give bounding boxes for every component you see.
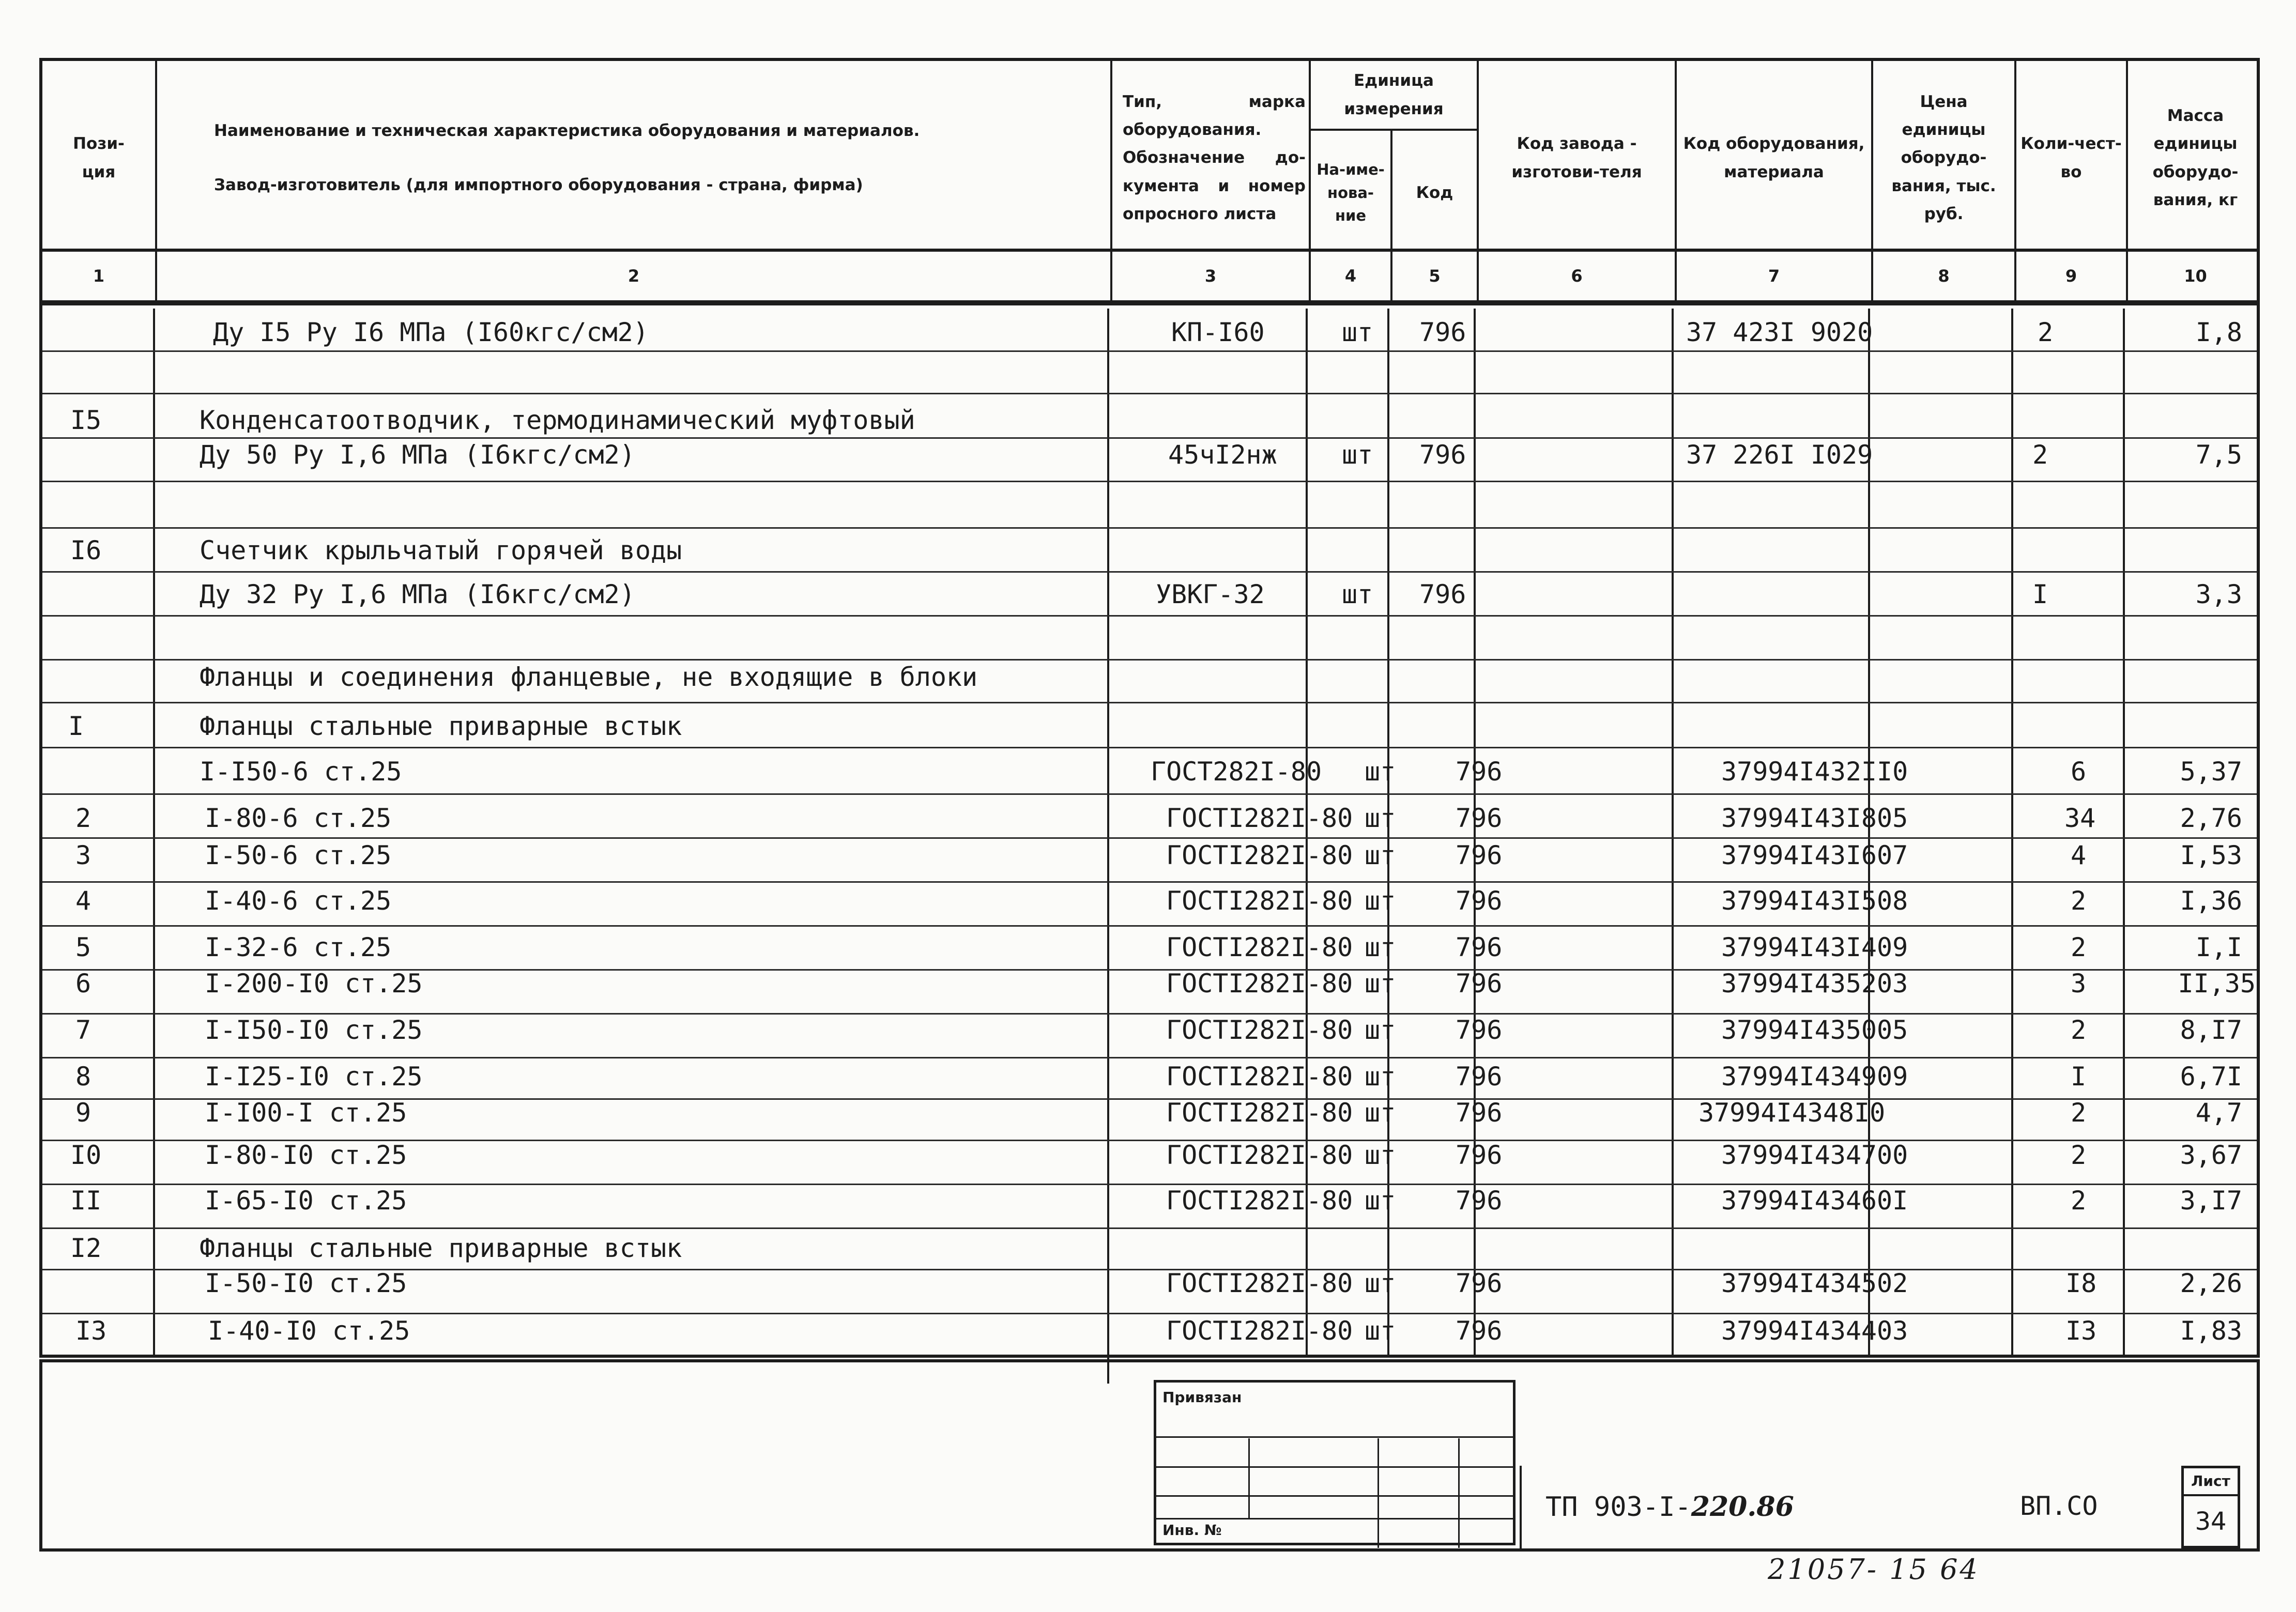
header-mass: Масса единицы оборудо-вания, кг	[2152, 106, 2239, 209]
row-mass: I,53	[2180, 840, 2242, 870]
row-code: 37994I43I508	[1721, 886, 1908, 916]
row-quantity: 2	[2071, 1140, 2087, 1170]
row-unit: шт	[1365, 932, 1396, 962]
table-row	[39, 659, 2260, 695]
table-row	[39, 1313, 2260, 1349]
row-mass: 3,I7	[2180, 1186, 2242, 1216]
row-mass: 3,3	[2195, 579, 2242, 609]
row-name: I-50-I0 ст.25	[205, 1268, 407, 1298]
row-position: 5	[75, 932, 91, 962]
row-unit: шт	[1365, 840, 1396, 870]
row-name: Конденсатоотводчик, термодинамический муфтовый	[200, 405, 915, 435]
row-name: I-I00-I ст.25	[205, 1098, 407, 1128]
row-quantity: 2	[2071, 1186, 2087, 1216]
row-position: 2	[75, 803, 91, 833]
table-row	[39, 1137, 2260, 1173]
stamp-line	[1156, 1436, 1513, 1438]
stamp-inv-label: Инв. №	[1162, 1522, 1222, 1539]
header-name	[157, 61, 1112, 255]
row-unit: шт	[1365, 1186, 1396, 1216]
row-quantity: 2	[2071, 886, 2087, 916]
row-position: I5	[70, 405, 102, 435]
row-unit-code: 796	[1419, 579, 1466, 609]
header-name-line1: Наименование и техническая характеристика оборудования и материалов.	[214, 121, 920, 141]
row-mass: I,83	[2180, 1316, 2242, 1346]
row-type: КП-I60	[1171, 317, 1265, 347]
column-number: 4	[1311, 252, 1392, 300]
row-name: I-65-I0 ст.25	[205, 1186, 407, 1216]
row-code: 37994I43I409	[1721, 932, 1908, 962]
row-quantity: 2	[2071, 1015, 2087, 1045]
row-unit: шт	[1365, 969, 1396, 999]
row-mass: 7,5	[2195, 440, 2242, 470]
row-line	[42, 393, 2257, 394]
table-row	[39, 1095, 2260, 1131]
document-code	[1545, 1491, 1794, 1523]
row-unit-code: 796	[1419, 317, 1466, 347]
sheet-label: Лист	[2184, 1468, 2238, 1496]
row-position: I3	[75, 1316, 107, 1346]
row-line	[42, 615, 2257, 617]
row-type: ГОСТI282I-80	[1166, 886, 1353, 916]
column-number: 2	[157, 252, 1112, 300]
row-quantity: 3	[2071, 969, 2087, 999]
row-type: УВКГ-32	[1156, 579, 1265, 609]
table-row	[39, 837, 2260, 873]
row-line	[42, 925, 2257, 927]
row-line	[42, 350, 2257, 352]
stamp-line	[1458, 1438, 1460, 1548]
row-type: ГОСТI282I-80	[1166, 1015, 1353, 1045]
row-quantity: I8	[2065, 1268, 2097, 1298]
row-type: ГОСТ282I-80	[1151, 757, 1322, 787]
row-name: I-I25-I0 ст.25	[205, 1062, 423, 1092]
row-mass: 4,7	[2195, 1098, 2242, 1128]
row-code: 37 423I 9020	[1686, 317, 1873, 347]
row-quantity: 6	[2071, 757, 2087, 787]
row-position: II	[70, 1186, 102, 1216]
row-unit-code: 796	[1456, 1186, 1503, 1216]
row-name: Фланцы и соединения фланцевые, не входящие в блоки	[200, 662, 978, 692]
row-line	[42, 1227, 2257, 1229]
row-code: 37994I43I805	[1721, 803, 1908, 833]
binding-stamp	[1154, 1380, 1516, 1545]
row-quantity: I	[2071, 1062, 2087, 1092]
row-name: I-32-6 ст.25	[205, 932, 392, 962]
row-unit-code: 796	[1456, 757, 1503, 787]
row-unit: шт	[1342, 440, 1373, 470]
header-equipment-code: Код оборудования, материала	[1677, 61, 1873, 255]
row-type: ГОСТI282I-80	[1166, 932, 1353, 962]
row-line	[42, 571, 2257, 573]
row-code: 37994I4348I0	[1698, 1098, 1886, 1128]
row-position: I	[68, 711, 84, 741]
row-code: 37994I43I607	[1721, 840, 1908, 870]
table-header	[39, 58, 2260, 252]
row-type: ГОСТI282I-80	[1166, 840, 1353, 870]
row-unit: шт	[1365, 1140, 1396, 1170]
table-row	[39, 708, 2260, 744]
row-quantity: 34	[2064, 803, 2096, 833]
table-row	[39, 402, 2260, 438]
row-unit: шт	[1365, 1268, 1396, 1298]
row-unit-code: 796	[1456, 932, 1503, 962]
frame-right	[2257, 1362, 2260, 1552]
row-unit: шт	[1342, 317, 1373, 347]
row-code: 37994I434700	[1721, 1140, 1908, 1170]
frame-left	[39, 1362, 42, 1552]
row-unit-code: 796	[1456, 1140, 1503, 1170]
frame-bottom	[39, 1548, 2260, 1552]
table-row	[39, 883, 2260, 919]
row-type: ГОСТI282I-80	[1166, 1098, 1353, 1128]
row-position: 9	[75, 1098, 91, 1128]
row-position: 3	[75, 840, 91, 870]
row-name: Счетчик крыльчатый горячей воды	[200, 535, 682, 565]
row-name: I-I50-6 ст.25	[200, 757, 402, 787]
row-mass: I,8	[2195, 317, 2242, 347]
table-row	[39, 314, 2260, 350]
row-name: I-80-6 ст.25	[205, 803, 392, 833]
column-number: 5	[1392, 252, 1479, 300]
header-type: Тип, марка оборудования. Обозначение до-кумента и номер опросного листа	[1112, 61, 1311, 255]
row-unit: шт	[1365, 803, 1396, 833]
row-type: 45чI2нж	[1168, 440, 1277, 470]
row-unit: шт	[1365, 1015, 1396, 1045]
row-name: I-50-6 ст.25	[205, 840, 392, 870]
row-mass: 6,7I	[2180, 1062, 2242, 1092]
row-position: 6	[75, 969, 91, 999]
table-row	[39, 800, 2260, 836]
row-position: 8	[75, 1062, 91, 1092]
stamp-line	[1248, 1438, 1250, 1518]
row-unit: шт	[1342, 579, 1373, 609]
row-type: ГОСТI282I-80	[1166, 1316, 1353, 1346]
sheet-number: 34	[2195, 1507, 2227, 1536]
table-row	[39, 437, 2260, 473]
row-code: 37994I43460I	[1721, 1186, 1908, 1216]
row-line	[42, 527, 2257, 529]
row-name: I-200-I0 ст.25	[205, 969, 423, 999]
table-row	[39, 532, 2260, 569]
row-name: Фланцы стальные приварные встык	[200, 1233, 682, 1263]
row-unit: шт	[1365, 757, 1396, 787]
stamp-bound-label: Привязан	[1162, 1389, 1242, 1406]
header-unit-name: На-име-нова-ние	[1311, 131, 1392, 255]
row-unit: шт	[1365, 886, 1396, 916]
header-name-line2: Завод-изготовитель (для импортного оборудования - страна, фирма)	[214, 175, 863, 194]
row-name: I-80-I0 ст.25	[205, 1140, 407, 1170]
row-position: 7	[75, 1015, 91, 1045]
row-unit-code: 796	[1419, 440, 1466, 470]
document-code-number: 220.86	[1691, 1491, 1794, 1523]
row-mass: I,I	[2195, 932, 2242, 962]
row-unit-code: 796	[1456, 1098, 1503, 1128]
row-line	[42, 481, 2257, 482]
row-code: 37994I432II0	[1721, 757, 1908, 787]
row-unit-code: 796	[1456, 969, 1503, 999]
table-bottom-rule	[39, 1359, 2260, 1362]
row-unit-code: 796	[1456, 886, 1503, 916]
row-quantity: I	[2032, 579, 2048, 609]
table-row	[39, 1265, 2260, 1301]
row-code: 37994I435203	[1721, 969, 1908, 999]
stamp-line	[1377, 1438, 1379, 1548]
row-unit-code: 796	[1456, 803, 1503, 833]
row-type: ГОСТI282I-80	[1166, 803, 1353, 833]
header-manufacturer-code: Код завода - изготови-теля	[1479, 61, 1677, 255]
row-name: Ду I5 Ру I6 МПа (I60кгс/см2)	[213, 317, 649, 347]
row-code: 37 226I I029	[1686, 440, 1873, 470]
row-quantity: I3	[2065, 1316, 2097, 1346]
row-mass: I,36	[2180, 886, 2242, 916]
column-number: 10	[2184, 266, 2207, 286]
row-type: ГОСТI282I-80	[1166, 1140, 1353, 1170]
row-line	[42, 702, 2257, 703]
sheet-number-box	[2181, 1466, 2240, 1548]
table-row	[39, 1012, 2260, 1048]
row-quantity: 2	[2038, 317, 2054, 347]
table-row	[39, 929, 2260, 965]
table-row	[39, 1183, 2260, 1219]
column-number: 9	[2016, 252, 2128, 300]
row-quantity: 2	[2071, 1098, 2087, 1128]
row-name: Ду 32 Ру I,6 МПа (I6кгс/см2)	[200, 579, 635, 609]
column-number: 1	[42, 252, 157, 300]
row-mass: 5,37	[2180, 757, 2242, 787]
row-unit: шт	[1365, 1316, 1396, 1346]
row-code: 37994I435005	[1721, 1015, 1908, 1045]
header-position: Пози- ция	[42, 61, 157, 255]
column-number: 6	[1479, 252, 1677, 300]
row-mass: 8,I7	[2180, 1015, 2242, 1045]
table-row	[39, 1230, 2260, 1266]
column-numbers	[39, 252, 2260, 303]
table-row	[39, 965, 2260, 1002]
sheet-code: ВП.СО	[2020, 1491, 2098, 1521]
row-code: 37994I434502	[1721, 1268, 1908, 1298]
row-type: ГОСТI282I-80	[1166, 1062, 1353, 1092]
row-unit: шт	[1365, 1062, 1396, 1092]
row-unit-code: 796	[1456, 1015, 1503, 1045]
row-mass: 2,76	[2180, 803, 2242, 833]
row-name: I-40-I0 ст.25	[208, 1316, 410, 1346]
row-name: Ду 50 Ру I,6 МПа (I6кгс/см2)	[200, 440, 635, 470]
row-quantity: 2	[2032, 440, 2048, 470]
row-name: I-I50-I0 ст.25	[205, 1015, 423, 1045]
header-quantity: Коли-чест-во	[2016, 61, 2128, 255]
document-code-prefix: ТП 903-I-	[1545, 1492, 1691, 1523]
row-type: ГОСТI282I-80	[1166, 1186, 1353, 1216]
row-unit-code: 796	[1456, 1268, 1503, 1298]
header-unit-code: Код	[1392, 131, 1479, 255]
row-unit-code: 796	[1456, 1062, 1503, 1092]
row-code: 37994I434403	[1721, 1316, 1908, 1346]
row-type: ГОСТI282I-80	[1166, 1268, 1353, 1298]
column-number: 3	[1112, 252, 1311, 300]
row-mass: II,35	[2178, 969, 2256, 999]
row-line	[42, 747, 2257, 748]
row-line	[42, 793, 2257, 795]
row-quantity: 4	[2071, 840, 2087, 870]
column-number: 7	[1677, 252, 1873, 300]
row-unit-code: 796	[1456, 840, 1503, 870]
row-name: Фланцы стальные приварные встык	[200, 711, 682, 741]
row-unit-code: 796	[1456, 1316, 1503, 1346]
row-position: I0	[70, 1140, 102, 1170]
row-name: I-40-6 ст.25	[205, 886, 392, 916]
header-unit-group: Единица измерения	[1311, 61, 1479, 131]
table-row	[39, 576, 2260, 612]
row-position: 4	[75, 886, 91, 916]
header-price: Цена единицы оборудо-вания, тыс. руб.	[1873, 61, 2016, 255]
row-type: ГОСТI282I-80	[1166, 969, 1353, 999]
row-unit: шт	[1365, 1098, 1396, 1128]
row-mass: 2,26	[2180, 1268, 2242, 1298]
column-number: 8	[1873, 252, 2016, 300]
row-mass: 3,67	[2180, 1140, 2242, 1170]
row-position: I2	[70, 1233, 102, 1263]
row-position: I6	[70, 535, 102, 565]
row-code: 37994I434909	[1721, 1062, 1908, 1092]
table-row	[39, 1058, 2260, 1095]
row-quantity: 2	[2071, 932, 2087, 962]
handwritten-note: 21057- 15 64	[1768, 1553, 1980, 1586]
table-row	[39, 754, 2260, 790]
title-block-divider	[1520, 1466, 1522, 1548]
